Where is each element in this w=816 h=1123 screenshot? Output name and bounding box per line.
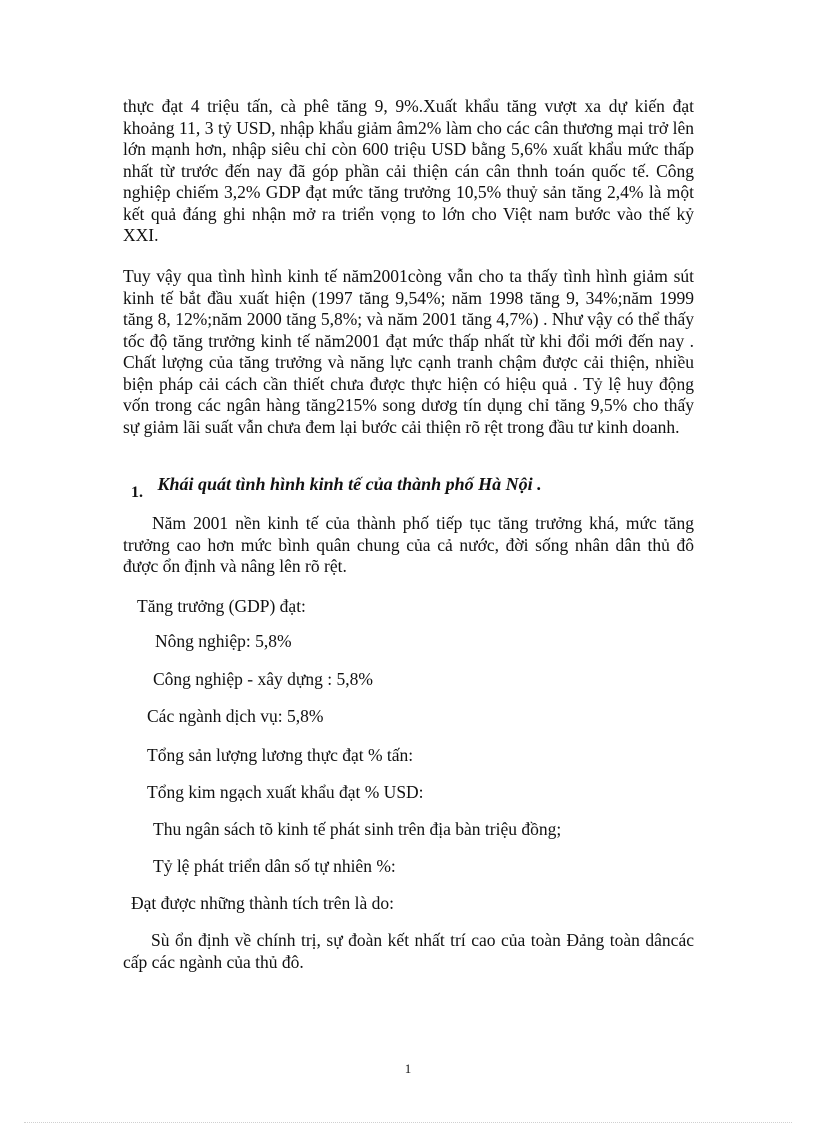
- food-output: Tổng sản lượng lương thực đạt % tấn:: [147, 745, 414, 765]
- paragraph-economic-decline: Tuy vậy qua tình hình kinh tế năm2001còng vẫn cho ta thấy tình hình giảm sút kinh tế bắt đầu xuất hiện (1997 tăng 9,54%; năm 1998 tăng 9, 34%;năm 1999 tăng 8, 12%;năm 2000 tăng 5,8%; và năm 2001 tăng 4,7%) . Như vậy có thể thấy tốc độ tăng trưởng kinh tế năm2001 đạt mức thấp nhất từ khi đổi mới đến nay . Chất lượng của tăng trưởng và năng lực cạnh tranh chậm được cải thiện, nhiều biện pháp cải cách cần thiết chưa được thực hiện có hiệu quả . Tỷ lệ huy động vốn trong các ngân hàng tăng215% song dươg tín dụng chỉ tăng 9,5% cho thấy sự giảm lãi suất vẫn chưa đem lại bước cải thiện rõ rệt trong đầu tư kinh doanh.: [123, 266, 694, 437]
- budget-revenue: Thu ngân sách tõ kinh tế phát sinh trên địa bàn triệu đồng;: [153, 819, 562, 839]
- section-number: 1.: [131, 484, 143, 501]
- agriculture-growth: Nông nghiệp: 5,8%: [155, 631, 292, 651]
- section-title: Khái quát tình hình kinh tế của thành phố Hà Nội .: [157, 474, 542, 494]
- industry-construction-growth: Công nghiệp - xây dựng : 5,8%: [153, 669, 373, 689]
- paragraph-hanoi-overview: Năm 2001 nền kinh tế của thành phố tiếp tục tăng trưởng khá, mức tăng trưởng cao hơn mức bình quân chung của cả nước, đời sống nhân dân thủ đô được ổn định và nâng lên rõ rệt.: [123, 513, 694, 576]
- achievements-reasons-label: Đạt được những thành tích trên là do:: [131, 893, 394, 913]
- services-growth: Các ngành dịch vụ: 5,8%: [147, 706, 324, 726]
- page-number: 1: [404, 1061, 412, 1076]
- section-heading: [131, 472, 691, 501]
- export-turnover: Tổng kim ngạch xuất khẩu đạt % USD:: [147, 782, 424, 802]
- gdp-growth-label: Tăng trưởng (GDP) đạt:: [137, 596, 306, 616]
- paragraph-economic-results: thực đạt 4 triệu tấn, cà phê tăng 9, 9%.Xuất khẩu tăng vượt xa dự kiến đạt khoảng 11, 3 tỷ USD, nhập khẩu giảm âm2% làm cho các cân thương mại trở lên lớn mạnh hơn, nhập siêu chỉ còn 600 triệu USD bằng 5,6% xuất khẩu mức thấp nhất từ trước đến nay đã góp phần cải thiện cán cân thnh toán quốc tế. Công nghiệp chiếm 3,2% GDP đạt mức tăng trưởng 10,5% thuỷ sản tăng 2,4% là một kết quả đáng ghi nhận mở ra triển vọng to lớn cho Việt nam bước vào thế kỷ XXI.: [123, 96, 694, 245]
- population-growth: Tỷ lệ phát triển dân số tự nhiên %:: [153, 856, 396, 876]
- paragraph-political-stability: Sù ổn định về chính trị, sự đoàn kết nhất trí cao của toàn Đảng toàn dâncác cấp các ngành của thủ đô.: [123, 930, 694, 972]
